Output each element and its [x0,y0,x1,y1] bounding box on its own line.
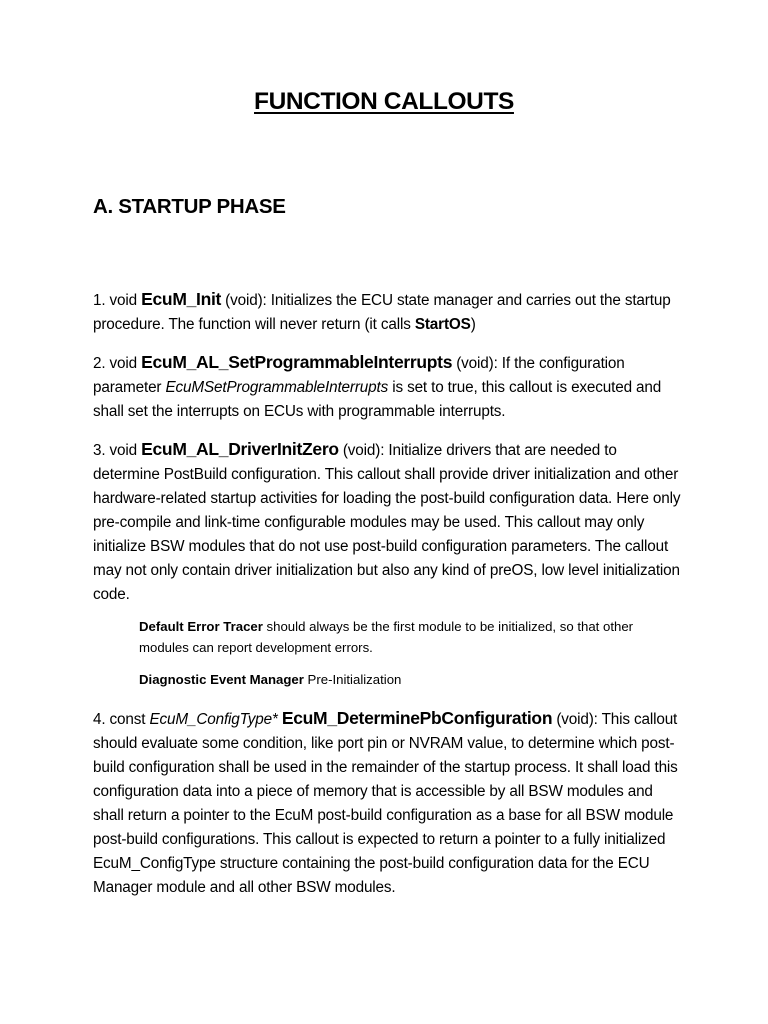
note-default-error-tracer [139,617,679,658]
item-prefix: 2. void [93,355,142,372]
note-text: Pre-Initialization [303,672,402,687]
section-heading: A. STARTUP PHASE [93,195,286,218]
item-description: (void): This callout should evaluate some condition, like port pin or NVRAM value, to determine which post-build configuration shall be used in the remainder of the startup process. It shall load this configuration data into a piece of memory that is accessible by all BSW modules and shall return a pointer to the EcuM post-build configuration as a base for all BSW module post-build configurations. This callout is expected to return a pointer to a fully initialized EcuM_ConfigType structure containing the post-build configuration data for the ECU Manager module and all other BSW modules. [93,711,678,896]
function-name: EcuM_Init [141,289,222,309]
function-name: EcuM_DeterminePbConfiguration [281,708,553,728]
italic-term: EcuMSetProgrammableInterrupts [165,379,389,396]
note-term: Default Error Tracer [139,619,263,634]
item-suffix: is set to true, this callout is executed and shall set the interrupts on ECUs with programmable interrupts. [93,379,662,420]
note-text: should always be the first module to be initialized, so that other modules can report development errors. [139,619,634,655]
function-name: EcuM_AL_DriverInitZero [141,439,339,459]
item-prefix: 1. void [93,292,142,309]
note-diagnostic-event-manager [139,670,679,691]
callout-item-3 [93,437,683,607]
item-description: (void): If the configuration parameter [93,355,625,396]
callout-item-2 [93,350,683,424]
note-term: Diagnostic Event Manager [139,672,304,687]
item-description: (void): Initializes the ECU state manager and carries out the startup procedure. The function will never return (it calls [93,292,671,333]
callout-item-1 [93,287,683,337]
document-title: FUNCTION CALLOUTS [254,88,514,115]
item-suffix: ) [470,316,476,333]
item-prefix: 4. const [93,711,150,728]
item-prefix: 3. void [93,442,142,459]
bold-term: StartOS [414,316,471,333]
function-name: EcuM_AL_SetProgrammableInterrupts [141,352,453,372]
item-description: (void): Initialize drivers that are needed to determine PostBuild configuration. This callout shall provide driver initialization and other hardware-related startup activities for loading the post-build configuration data. Here only pre-compile and link-time configurable modules may be used. This callout may only initialize BSW modules that do not use post-build configuration parameters. The callout may not only contain driver initialization but also any kind of preOS, low level initialization code. [93,442,681,603]
return-type: EcuM_ConfigType* [149,711,278,728]
callout-item-4 [93,706,683,900]
